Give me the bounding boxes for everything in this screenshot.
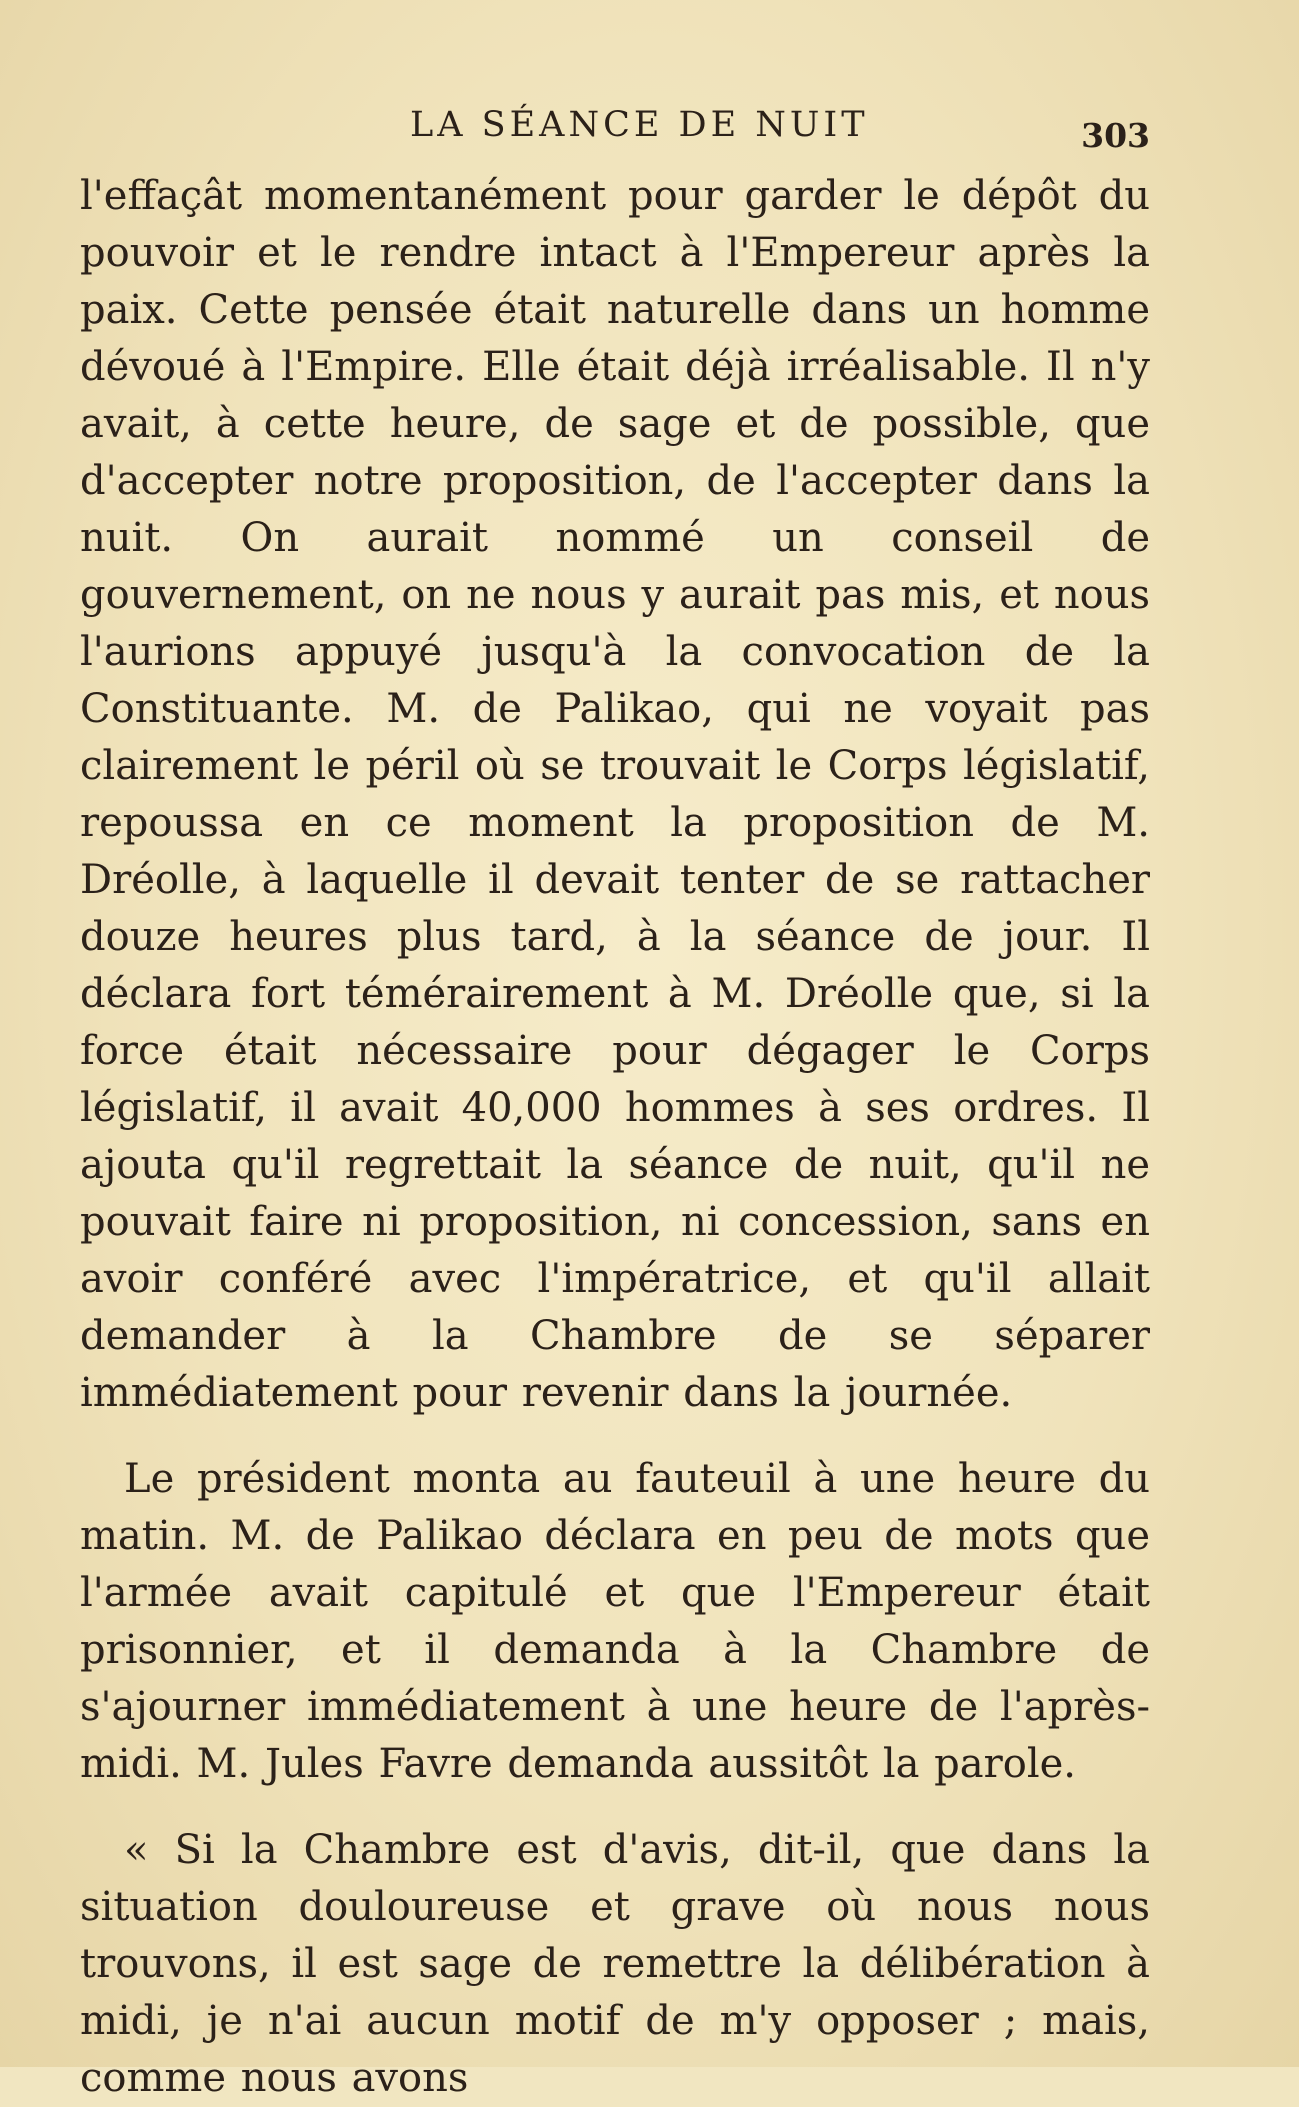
paragraph-continuation: l'effaçât momentanément pour garder le dépôt du pouvoir et le rendre intact à l'Empereur après la paix. Cette pensée était naturelle dans un homme dévoué à l'Empire. Elle était déjà irréalisable. Il n'y avait, à cette heure, de sage et de possible, que d'accepter notre proposition, de l'accepter dans la nuit. On aurait nommé un conseil de gouvernement, on ne nous y aurait pas mis, et nous l'aurions appuyé jusqu'à la convocation de la Constituante. M. de Palikao, qui ne voyait pas clairement le péril où se trouvait le Corps législatif, repoussa en ce moment la proposition de M. Dréolle, à laquelle il devait tenter de se rattacher douze heures plus tard, à la séance de jour. Il déclara fort témérairement à M. Dréolle que, si la force était nécessaire pour dégager le Corps législatif, il avait 40,000 hommes à ses ordres. Il ajouta qu'il regrettait la séance de nuit, qu'il ne pouvait faire ni proposition, ni concession, sans en avoir conféré avec l'impératrice, et qu'il allait demander à la Chambre de se séparer immédiatement pour revenir dans la journée. — [80, 173, 1150, 1416]
body-text — [80, 168, 1150, 2107]
running-title: LA SÉANCE DE NUIT — [410, 105, 869, 145]
page-number: 303 — [1081, 116, 1150, 155]
paragraph-president: Le président monta au fauteuil à une heure du matin. M. de Palikao déclara en peu de mots que l'armée avait capitulé et que l'Empereur était prisonnier, et il demanda à la Chambre de s'ajourner immédiatement à une heure de l'après-midi. M. Jules Favre demanda aussitôt la parole. — [80, 1456, 1150, 1787]
paragraph-quotation: « Si la Chambre est d'avis, dit-il, que dans la situation douloureuse et grave où nous nous trouvons, il est sage de remettre la délibération à midi, je n'ai aucun motif de m'y opposer ; mais, comme nous avons — [80, 1827, 1150, 2101]
page-header — [80, 100, 1150, 155]
